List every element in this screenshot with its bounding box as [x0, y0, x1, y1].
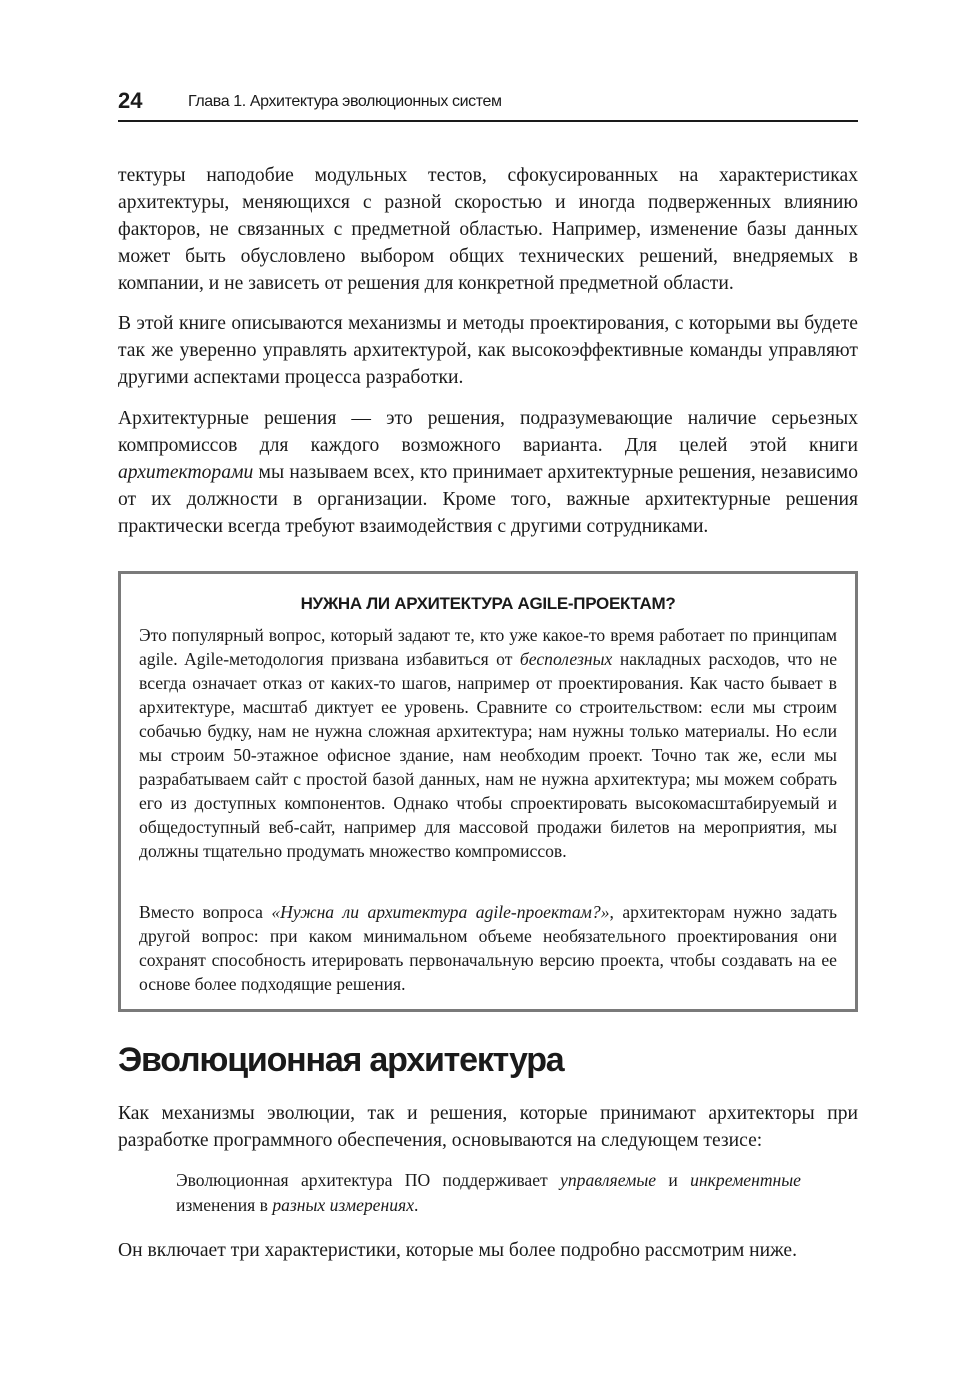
- sidebar-paragraph-1-emphasis: бесполезных: [519, 649, 613, 669]
- quote-text-3: изменения в: [176, 1195, 273, 1215]
- paragraph-4: Как механизмы эволюции, так и решения, которые принимают архитекторы при разработке программного обеспечения, основываются на следующем тезисе:: [118, 1103, 858, 1151]
- quote-text-2: и: [656, 1170, 691, 1190]
- chapter-title: Глава 1. Архитектура эволюционных систем: [188, 93, 502, 110]
- paragraph-2: В этой книге описываются механизмы и методы проектирования, с которыми вы будете так же уверенно управлять архитектурой, как высокоэффективные команды управляют другими аспектами процесса разработки.: [118, 313, 858, 388]
- quote-emphasis-1: управляемые: [560, 1170, 657, 1190]
- sidebar-paragraph-2-text-start: Вместо вопроса: [139, 902, 272, 922]
- quote-text-1: Эволюционная архитектура ПО поддерживает: [176, 1170, 561, 1190]
- definition-quote: [176, 1168, 801, 1218]
- paragraph-3-emphasis: архитекторами: [118, 462, 254, 483]
- sidebar-paragraph-1-text-end: накладных расходов, что не всегда означает отказ от каких-то шагов, например от проектирования. Как часто бывает в архитектуре, масштаб диктует ее уровень. Сравните со строительством: если мы строим собачью будку, нам не нужна сложная архитектура; нам нужны только материалы. Но если мы строим 50-этажное офисное здание, нам необходим проект. Точно так же, если мы разрабатываем сайт с простой базой данных, нам не нужна архитектура; мы можем собрать его из доступных компонентов. Однако чтобы спроектировать высокомасштабируемый и общедоступный веб-сайт, например для массовой продажи билетов на мероприятия, мы должны тщательно продумать множество компромиссов.: [139, 649, 838, 861]
- quote-text-4: .: [414, 1195, 419, 1215]
- quote-emphasis-3: разных измерениях: [272, 1195, 414, 1215]
- paragraph-5: Он включает три характеристики, которые мы более подробно рассмотрим ниже.: [118, 1240, 797, 1261]
- page-header: [118, 86, 858, 122]
- sidebar-box: [118, 571, 858, 1012]
- paragraph-1: тектуры наподобие модульных тестов, сфокусированных на характеристиках архитектуры, меняющихся с разной скоростью и иногда подверженных влиянию факторов, не связанных с предметной областью. Например, изменение базы данных может быть обусловлено выбором общих технических решений, внедряемых в компании, и не зависеть от решения для конкретной предметной области.: [118, 165, 858, 294]
- paragraph-3-text-start: Архитектурные решения — это решения, подразумевающие наличие серьезных компромиссов для каждого возможного варианта. Для целей этой книги: [118, 408, 858, 456]
- sidebar-paragraph-2-emphasis: «Нужна ли архитектура agile-проектам?»: [271, 902, 610, 922]
- section-heading: Эволюционная архитектура: [118, 1041, 564, 1079]
- sidebar-paragraph-2: [139, 900, 837, 996]
- sidebar-title: НУЖНА ЛИ АРХИТЕКТУРА AGILE-ПРОЕКТАМ?: [300, 594, 676, 613]
- sidebar-paragraph-1-text-start: Это популярный вопрос, который задают те, кто уже какое-то время работает по принципам agile. Agile-методология призвана избавиться от: [139, 625, 837, 669]
- paragraph-3: [118, 405, 858, 540]
- paragraph-3-text-end: мы называем всех, кто принимает архитектурные решения, независимо от их должности в организации. Кроме того, важные архитектурные решения практически всегда требуют взаимодействия с другими сотрудниками.: [118, 462, 858, 537]
- sidebar-paragraph-2-text-end: , архитекторам нужно задать другой вопрос: при каком минимальном объеме необязательного проектирования они сохранят способность итерировать первоначальную версию проекта, чтобы создавать на ее основе более подходящие решения.: [139, 902, 837, 994]
- page-number: 24: [118, 88, 143, 113]
- quote-emphasis-2: инкрементные: [690, 1170, 801, 1190]
- sidebar-paragraph-1: [139, 623, 837, 863]
